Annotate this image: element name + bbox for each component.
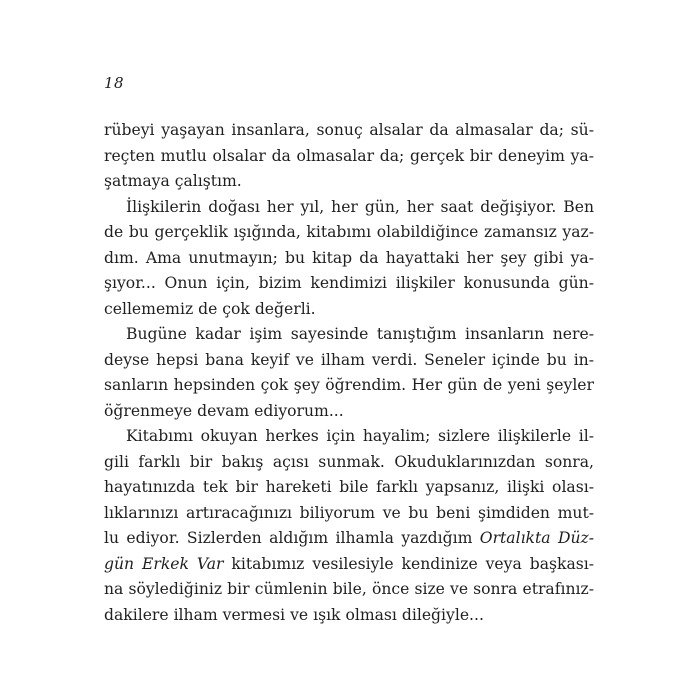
text-segment: dakilere ilham vermesi ve ışık olması dileğiyle... — [104, 605, 484, 624]
text-segment: şıyor... Onun için, bizim kendimizi ilişkiler konusunda gün- — [104, 274, 594, 292]
text-segment: reçten mutlu olsalar da olmasalar da; gerçek bir deneyim ya- — [104, 146, 594, 165]
text-line — [104, 169, 594, 195]
italic-text-segment: gün Erkek Var — [104, 554, 224, 573]
text-line — [104, 195, 594, 221]
text-segment: cellememiz de çok değerli. — [104, 299, 316, 318]
text-segment: na söylediğiniz bir cümlenin bile, önce size ve sonra etrafınız- — [104, 580, 594, 598]
text-line — [104, 322, 594, 348]
text-segment: de bu gerçeklik ışığında, kitabımı olabildiğince zamansız yaz- — [104, 223, 594, 241]
text-line — [104, 552, 594, 578]
text-line — [104, 603, 594, 629]
text-line — [104, 220, 594, 246]
italic-text-segment: Ortalıkta Düz- — [479, 529, 594, 547]
text-line — [104, 373, 594, 399]
page-number: 18 — [104, 74, 125, 92]
text-segment: deyse hepsi bana keyif ve ilham verdi. Seneler içinde bu in- — [104, 350, 594, 369]
text-segment: rübeyi yaşayan insanlara, sonuç alsalar da almasalar da; sü- — [104, 121, 594, 139]
text-segment: Kitabımı okuyan herkes için hayalim; sizlere ilişkilerle il- — [126, 427, 594, 445]
text-line — [104, 475, 594, 501]
text-line — [104, 246, 594, 272]
text-segment: öğrenmeye devam ediyorum... — [104, 401, 344, 420]
text-line — [104, 297, 594, 323]
text-segment: İlişkilerin doğası her yıl, her gün, her saat değişiyor. Ben — [126, 197, 594, 216]
text-segment: lu ediyor. Sizlerden aldığım ilhamla yazdığım — [104, 529, 480, 547]
text-line — [104, 144, 594, 170]
text-segment: gili farklı bir bakış açısı sunmak. Okuduklarınızdan sonra, — [104, 452, 594, 471]
text-line — [104, 399, 594, 425]
text-segment: kitabımız vesilesiyle kendinize veya başkası- — [223, 554, 594, 573]
text-line — [104, 271, 594, 297]
text-line — [104, 424, 594, 450]
text-line — [104, 348, 594, 374]
text-line — [104, 118, 594, 144]
text-segment: lıklarınızı artıracağınızı biliyorum ve bu beni şimdiden mut- — [104, 503, 594, 522]
text-segment: dım. Ama unutmayın; bu kitap da hayattaki her şey gibi ya- — [104, 248, 594, 267]
body-text — [104, 118, 594, 628]
text-segment: sanların hepsinden çok şey öğrendim. Her gün de yeni şeyler — [104, 376, 594, 394]
text-segment: Bugüne kadar işim sayesinde tanıştığım insanların nere- — [126, 325, 594, 343]
text-line — [104, 450, 594, 476]
text-line — [104, 577, 594, 603]
text-line — [104, 501, 594, 527]
text-segment: hayatınızda tek bir hareketi bile farklı yapsanız, ilişki olası- — [104, 478, 594, 496]
text-line — [104, 526, 594, 552]
text-segment: şatmaya çalıştım. — [104, 172, 242, 190]
